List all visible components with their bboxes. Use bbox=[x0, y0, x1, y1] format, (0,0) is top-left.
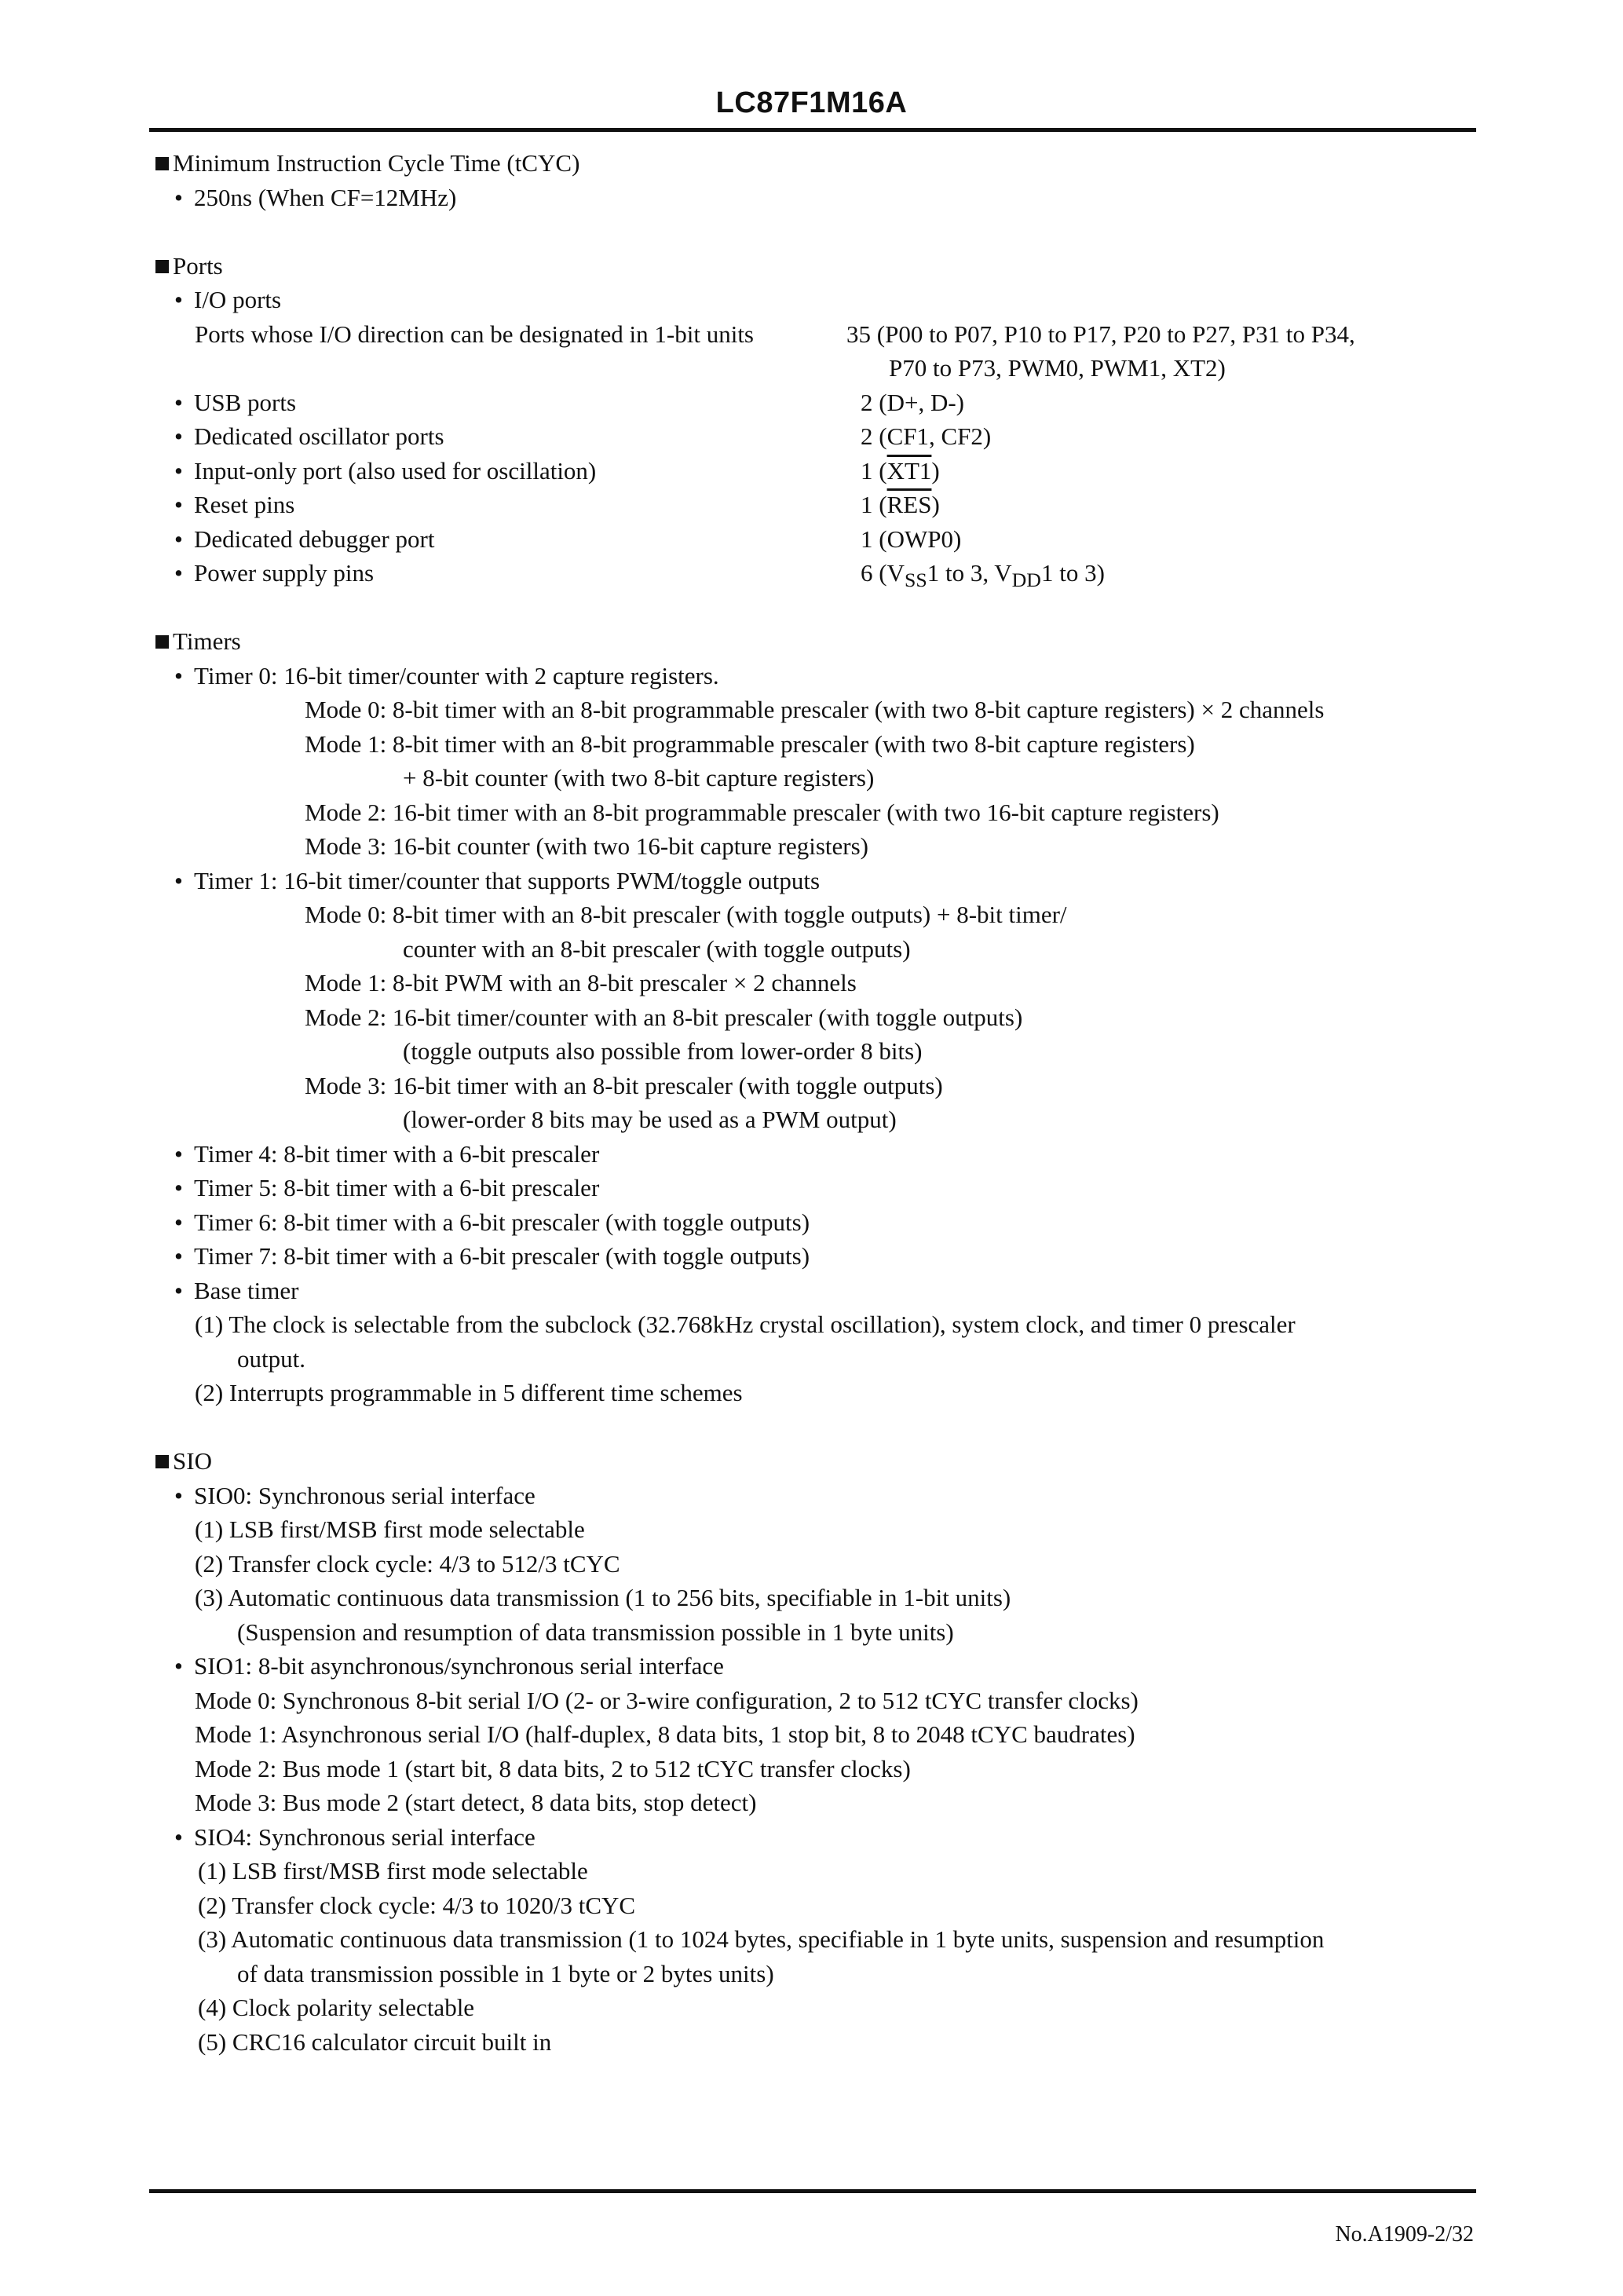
list-item: Mode 0: Synchronous 8-bit serial I/O (2- or 3-wire configuration, 2 to 512 tCYC transfer clocks) bbox=[195, 1686, 1139, 1714]
list-item: output. bbox=[237, 1344, 305, 1373]
header-rule bbox=[149, 128, 1476, 132]
bullet-icon: • bbox=[174, 866, 183, 894]
bullet-icon: • bbox=[174, 1481, 183, 1509]
list-item: • USB ports 2 (D+, D-) bbox=[155, 386, 1482, 420]
bullet-icon: • bbox=[174, 1139, 183, 1168]
list-item: • SIO4: Synchronous serial interface bbox=[155, 1820, 1482, 1855]
bullet-icon: • bbox=[174, 422, 183, 450]
list-item: (3) Automatic continuous data transmission (1 to 256 bits, specifiable in 1-bit units) bbox=[195, 1584, 1011, 1611]
list-item: Mode 2: 16-bit timer/counter with an 8-bit prescaler (with toggle outputs) bbox=[305, 1003, 1023, 1031]
list-item: • SIO1: 8-bit asynchronous/synchronous serial interface bbox=[155, 1649, 1482, 1684]
spec-content bbox=[155, 146, 1482, 2059]
list-item: • Timer 7: 8-bit timer with a 6-bit prescaler (with toggle outputs) bbox=[155, 1239, 1482, 1274]
list-item: Mode 3: 16-bit counter (with two 16-bit capture registers) bbox=[305, 832, 868, 860]
bullet-icon: • bbox=[174, 1652, 183, 1680]
list-item: • Timer 4: 8-bit timer with a 6-bit prescaler bbox=[155, 1137, 1482, 1172]
list-item: (lower-order 8 bits may be used as a PWM output) bbox=[403, 1106, 897, 1133]
ports-heading: Ports bbox=[155, 249, 1482, 283]
list-item: • Dedicated oscillator ports 2 (CF1, CF2) bbox=[155, 419, 1482, 454]
list-item: (2) Transfer clock cycle: 4/3 to 1020/3 tCYC bbox=[198, 1891, 636, 1919]
list-item: • Input-only port (also used for oscillation) 1 (XT1) bbox=[155, 454, 1482, 488]
list-item: (2) Transfer clock cycle: 4/3 to 512/3 tCYC bbox=[195, 1549, 620, 1578]
square-bullet-icon bbox=[155, 1455, 169, 1468]
bullet-icon: • bbox=[174, 286, 183, 313]
list-item: Mode 1: 8-bit PWM with an 8-bit prescaler × 2 channels bbox=[305, 969, 857, 996]
list-item: of data transmission possible in 1 byte or 2 bytes units) bbox=[237, 1959, 774, 1987]
list-item: • Timer 5: 8-bit timer with a 6-bit prescaler bbox=[155, 1171, 1482, 1205]
list-item: • 250ns (When CF=12MHz) bbox=[155, 181, 1482, 215]
bullet-icon: • bbox=[174, 1276, 183, 1304]
list-item: • Reset pins 1 $(\overline{RES})$ bbox=[155, 488, 1482, 522]
list-item: Ports whose I/O direction can be designated in 1-bit units 35 (P00 to P07, P10 to P17, P20 to P27, P31 to P34, bbox=[195, 320, 1355, 348]
list-item: • Base timer bbox=[155, 1274, 1482, 1308]
list-item: (1) LSB first/MSB first mode selectable bbox=[198, 1857, 588, 1885]
list-item: (4) Clock polarity selectable bbox=[198, 1994, 475, 2021]
list-item: • Timer 6: 8-bit timer with a 6-bit prescaler (with toggle outputs) bbox=[155, 1205, 1482, 1240]
list-item: • SIO0: Synchronous serial interface bbox=[155, 1479, 1482, 1513]
list-item: + 8-bit counter (with two 8-bit capture registers) bbox=[403, 764, 875, 792]
list-item: P70 to P73, PWM0, PWM1, XT2) bbox=[889, 354, 1226, 382]
list-item: (2) Interrupts programmable in 5 different time schemes bbox=[195, 1379, 743, 1406]
bullet-icon: • bbox=[174, 183, 183, 211]
timers-heading: Timers bbox=[155, 624, 1482, 659]
list-item: • Timer 1: 16-bit timer/counter that supports PWM/toggle outputs bbox=[155, 864, 1482, 898]
bullet-icon: • bbox=[174, 525, 183, 553]
bullet-icon: • bbox=[174, 1823, 183, 1851]
bullet-icon: • bbox=[174, 491, 183, 518]
bullet-icon: • bbox=[174, 1242, 183, 1270]
footer-rule bbox=[149, 2189, 1476, 2193]
list-item: (1) LSB first/MSB first mode selectable bbox=[195, 1515, 585, 1543]
list-item: Mode 2: 16-bit timer with an 8-bit programmable prescaler (with two 16-bit capture registers) bbox=[305, 798, 1219, 826]
square-bullet-icon bbox=[155, 260, 169, 273]
list-item: • Dedicated debugger port 1 (OWP0) bbox=[155, 522, 1482, 557]
list-item: Mode 0: 8-bit timer with an 8-bit programmable prescaler (with two 8-bit capture registers) × 2 channels bbox=[305, 696, 1325, 723]
list-item: (5) CRC16 calculator circuit built in bbox=[198, 2027, 552, 2056]
page-number: No.A1909-2/32 bbox=[1335, 2222, 1474, 2247]
list-item: counter with an 8-bit prescaler (with toggle outputs) bbox=[403, 934, 911, 963]
list-item: Mode 2: Bus mode 1 (start bit, 8 data bits, 2 to 512 tCYC transfer clocks) bbox=[195, 1754, 911, 1782]
cycle-heading: Minimum Instruction Cycle Time (tCYC) bbox=[155, 146, 1482, 181]
list-item: (1) The clock is selectable from the subclock (32.768kHz crystal oscillation), system clock, and timer 0 prescaler bbox=[195, 1311, 1296, 1338]
bullet-icon: • bbox=[174, 1174, 183, 1201]
list-item: Mode 3: Bus mode 2 (start detect, 8 data bits, stop detect) bbox=[195, 1789, 757, 1816]
list-item: Mode 1: 8-bit timer with an 8-bit programmable prescaler (with two 8-bit capture registers) bbox=[305, 729, 1195, 758]
bullet-icon: • bbox=[174, 388, 183, 416]
list-item: (Suspension and resumption of data transmission possible in 1 byte units) bbox=[237, 1618, 954, 1646]
list-item: Mode 1: Asynchronous serial I/O (half-duplex, 8 data bits, 1 stop bit, 8 to 2048 tCYC baudrates) bbox=[195, 1720, 1135, 1748]
list-item: (toggle outputs also possible from lower-order 8 bits) bbox=[403, 1037, 923, 1065]
square-bullet-icon bbox=[155, 635, 169, 649]
bullet-icon: • bbox=[174, 456, 183, 484]
sio-heading: SIO bbox=[155, 1444, 1482, 1479]
list-item: • I/O ports bbox=[155, 283, 1482, 317]
square-bullet-icon bbox=[155, 157, 169, 170]
list-item: • Timer 0: 16-bit timer/counter with 2 capture registers. bbox=[155, 659, 1482, 693]
bullet-icon: • bbox=[174, 559, 183, 587]
bullet-icon: • bbox=[174, 1208, 183, 1236]
list-item: Mode 0: 8-bit timer with an 8-bit prescaler (with toggle outputs) + 8-bit timer/ bbox=[305, 901, 1067, 928]
list-item: Mode 3: 16-bit timer with an 8-bit prescaler (with toggle outputs) bbox=[305, 1071, 943, 1099]
list-item: (3) Automatic continuous data transmission (1 to 1024 bytes, specifiable in 1 byte units, suspension and resumption bbox=[198, 1925, 1325, 1953]
list-item: • Power supply pins 6 ($V_{SS}1$ to 3, $V_{DD}1$ to 3) bbox=[155, 556, 1482, 590]
bullet-icon: • bbox=[174, 661, 183, 689]
page-title: LC87F1M16A bbox=[715, 86, 908, 119]
